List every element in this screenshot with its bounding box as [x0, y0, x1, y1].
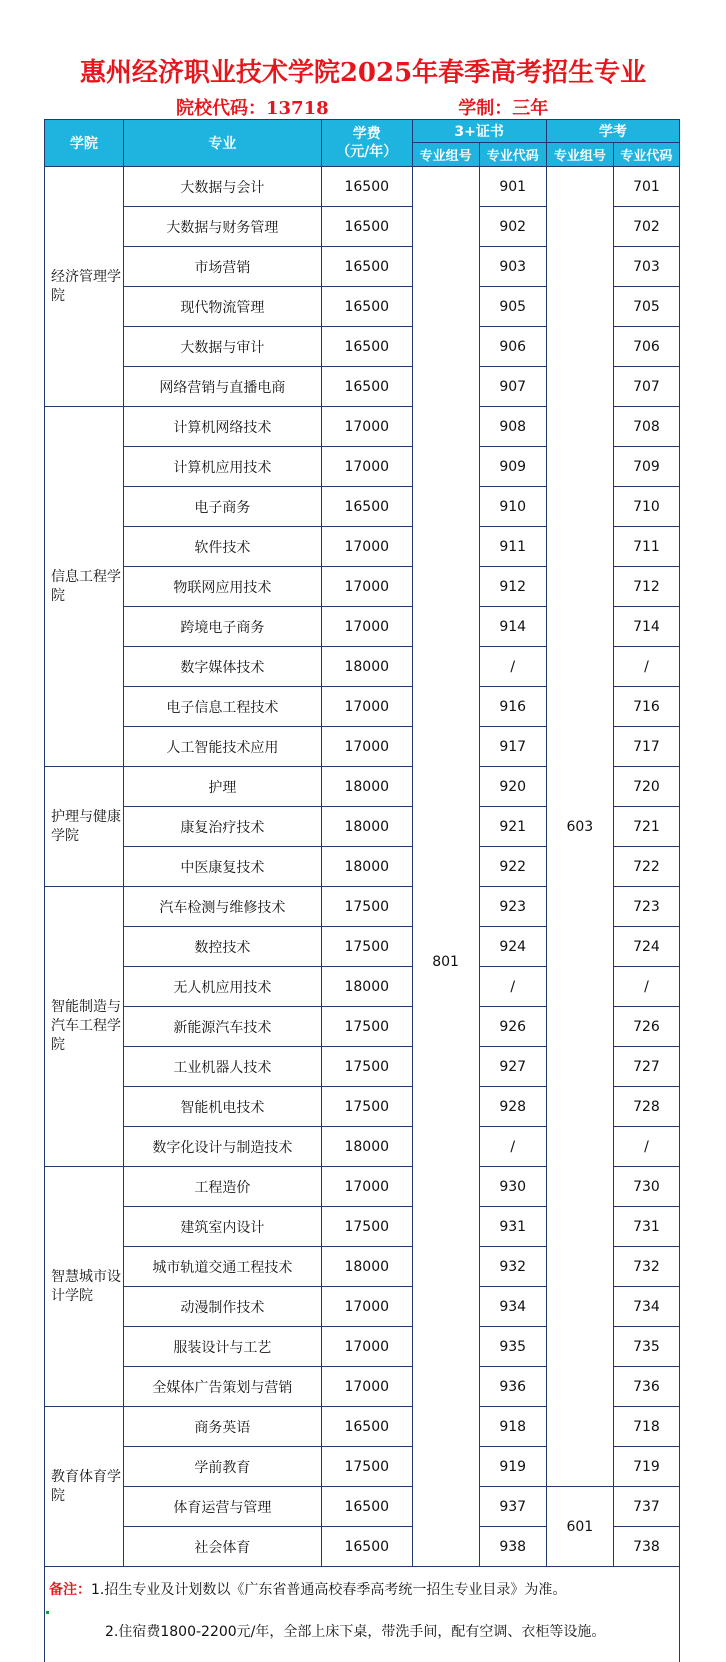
fee-cell: 17000	[321, 1327, 412, 1367]
fee-cell: 16500	[321, 367, 412, 407]
cert-code-cell: 934	[479, 1287, 546, 1327]
fee-cell: 17000	[321, 447, 412, 487]
exam-code-cell: 719	[613, 1447, 679, 1487]
major-cell: 无人机应用技术	[123, 967, 321, 1007]
fee-cell: 18000	[321, 767, 412, 807]
header-cert-group: 专业组号	[412, 143, 479, 167]
college-cell: 信息工程学院	[45, 407, 124, 767]
notes-section	[44, 1565, 680, 1662]
major-cell: 数字化设计与制造技术	[123, 1127, 321, 1167]
major-cell: 动漫制作技术	[123, 1287, 321, 1327]
fee-cell: 17000	[321, 407, 412, 447]
header-exam: 学考	[546, 120, 679, 143]
exam-code-cell: 703	[613, 247, 679, 287]
exam-code-cell: 701	[613, 167, 679, 207]
college-cell: 教育体育学院	[45, 1407, 124, 1567]
cert-code-cell: 927	[479, 1047, 546, 1087]
exam-code-cell: 731	[613, 1207, 679, 1247]
cert-group-cell: 801	[412, 167, 479, 1567]
majors-table	[44, 119, 680, 1567]
fee-cell: 17500	[321, 1447, 412, 1487]
header-fee	[321, 120, 412, 167]
fee-cell: 16500	[321, 247, 412, 287]
cert-code-cell: /	[479, 647, 546, 687]
fee-cell: 18000	[321, 1127, 412, 1167]
college-cell: 智慧城市设计学院	[45, 1167, 124, 1407]
fee-cell: 16500	[321, 327, 412, 367]
cert-code-cell: 930	[479, 1167, 546, 1207]
cert-code-cell: 918	[479, 1407, 546, 1447]
major-cell: 智能机电技术	[123, 1087, 321, 1127]
exam-code-cell: 730	[613, 1167, 679, 1207]
major-cell: 电子商务	[123, 487, 321, 527]
major-cell: 大数据与会计	[123, 167, 321, 207]
exam-code-cell: 712	[613, 567, 679, 607]
major-cell: 数字媒体技术	[123, 647, 321, 687]
cert-code-cell: 920	[479, 767, 546, 807]
cert-code-cell: 931	[479, 1207, 546, 1247]
major-cell: 中医康复技术	[123, 847, 321, 887]
major-cell: 体育运营与管理	[123, 1487, 321, 1527]
fee-cell: 17000	[321, 527, 412, 567]
major-cell: 工业机器人技术	[123, 1047, 321, 1087]
fee-cell: 16500	[321, 167, 412, 207]
fee-cell: 17000	[321, 1287, 412, 1327]
fee-cell: 17500	[321, 887, 412, 927]
exam-code-cell: 708	[613, 407, 679, 447]
note-text-1: 1.招生专业及计划数以《广东省普通高校春季高考统一招生专业目录》为准。	[91, 1582, 567, 1598]
cert-code-cell: 924	[479, 927, 546, 967]
header-fee-text: 学费 （元/年）	[336, 126, 398, 160]
major-cell: 人工智能技术应用	[123, 727, 321, 767]
college-cell: 智能制造与汽车工程学院	[45, 887, 124, 1167]
fee-cell: 18000	[321, 1247, 412, 1287]
exam-code-cell: 724	[613, 927, 679, 967]
exam-code-cell: 726	[613, 1007, 679, 1047]
cert-code-cell: 910	[479, 487, 546, 527]
major-cell: 新能源汽车技术	[123, 1007, 321, 1047]
cert-code-cell: 921	[479, 807, 546, 847]
cert-code-cell: 926	[479, 1007, 546, 1047]
exam-code-cell: /	[613, 647, 679, 687]
fee-cell: 17500	[321, 1007, 412, 1047]
cert-code-cell: 907	[479, 367, 546, 407]
exam-code-cell: 710	[613, 487, 679, 527]
exam-code-cell: 706	[613, 327, 679, 367]
exam-code-cell: 721	[613, 807, 679, 847]
major-cell: 大数据与审计	[123, 327, 321, 367]
exam-code-cell: 728	[613, 1087, 679, 1127]
major-cell: 计算机应用技术	[123, 447, 321, 487]
fee-cell: 16500	[321, 1527, 412, 1567]
fee-cell: 16500	[321, 287, 412, 327]
note-line-1	[49, 1579, 566, 1599]
fee-cell: 17500	[321, 1087, 412, 1127]
major-cell: 建筑室内设计	[123, 1207, 321, 1247]
major-cell: 汽车检测与维修技术	[123, 887, 321, 927]
exam-code-cell: 736	[613, 1367, 679, 1407]
header-cert: 3+证书	[412, 120, 546, 143]
page-title: 惠州经济职业技术学院2025年春季高考招生专业	[79, 58, 647, 88]
table-body	[45, 167, 680, 1567]
fee-cell: 17000	[321, 607, 412, 647]
major-cell: 城市轨道交通工程技术	[123, 1247, 321, 1287]
major-cell: 市场营销	[123, 247, 321, 287]
exam-code-cell: 711	[613, 527, 679, 567]
major-cell: 软件技术	[123, 527, 321, 567]
exam-code-cell: 717	[613, 727, 679, 767]
major-cell: 学前教育	[123, 1447, 321, 1487]
major-cell: 物联网应用技术	[123, 567, 321, 607]
fee-cell: 17000	[321, 567, 412, 607]
note-label: 备注：	[49, 1582, 91, 1598]
fee-cell: 17000	[321, 727, 412, 767]
exam-code-cell: 709	[613, 447, 679, 487]
fee-cell: 17500	[321, 927, 412, 967]
header-cert-code: 专业代码	[479, 143, 546, 167]
major-cell: 网络营销与直播电商	[123, 367, 321, 407]
cert-code-cell: 935	[479, 1327, 546, 1367]
fee-cell: 17000	[321, 1167, 412, 1207]
cert-code-cell: 916	[479, 687, 546, 727]
exam-code-cell: 734	[613, 1287, 679, 1327]
fee-cell: 16500	[321, 1407, 412, 1447]
fee-cell: 17500	[321, 1207, 412, 1247]
cert-code-cell: 902	[479, 207, 546, 247]
fee-cell: 17000	[321, 687, 412, 727]
cert-code-cell: 905	[479, 287, 546, 327]
header-major: 专业	[123, 120, 321, 167]
major-cell: 服装设计与工艺	[123, 1327, 321, 1367]
exam-code-cell: 722	[613, 847, 679, 887]
fee-cell: 18000	[321, 847, 412, 887]
major-cell: 全媒体广告策划与营销	[123, 1367, 321, 1407]
cert-code-cell: 922	[479, 847, 546, 887]
cell-marker	[46, 1611, 49, 1614]
cert-code-cell: 936	[479, 1367, 546, 1407]
cert-code-cell: /	[479, 967, 546, 1007]
cert-code-cell: 917	[479, 727, 546, 767]
subtitle	[176, 94, 548, 120]
cert-code-cell: 938	[479, 1527, 546, 1567]
exam-code-cell: 732	[613, 1247, 679, 1287]
fee-cell: 17500	[321, 1047, 412, 1087]
exam-code-cell: 718	[613, 1407, 679, 1447]
note-line-2: 2.住宿费1800-2200元/年，全部上床下桌，带洗手间，配有空调、衣柜等设施。	[105, 1624, 606, 1640]
exam-code-cell: 737	[613, 1487, 679, 1527]
exam-code-cell: /	[613, 1127, 679, 1167]
cert-code-cell: 911	[479, 527, 546, 567]
fee-cell: 18000	[321, 647, 412, 687]
major-cell: 电子信息工程技术	[123, 687, 321, 727]
major-cell: 商务英语	[123, 1407, 321, 1447]
header-exam-group: 专业组号	[546, 143, 613, 167]
study-duration: 学制：三年	[458, 98, 549, 119]
fee-cell: 17000	[321, 1367, 412, 1407]
exam-group-cell: 601	[546, 1487, 613, 1567]
school-code: 院校代码：13718	[176, 98, 329, 119]
exam-code-cell: 716	[613, 687, 679, 727]
major-cell: 工程造价	[123, 1167, 321, 1207]
exam-code-cell: 702	[613, 207, 679, 247]
exam-code-cell: 727	[613, 1047, 679, 1087]
college-cell: 护理与健康学院	[45, 767, 124, 887]
cert-code-cell: /	[479, 1127, 546, 1167]
fee-cell: 18000	[321, 967, 412, 1007]
exam-code-cell: 714	[613, 607, 679, 647]
exam-group-cell: 603	[546, 167, 613, 1487]
exam-code-cell: 707	[613, 367, 679, 407]
major-cell: 跨境电子商务	[123, 607, 321, 647]
exam-code-cell: 723	[613, 887, 679, 927]
cert-code-cell: 914	[479, 607, 546, 647]
cert-code-cell: 919	[479, 1447, 546, 1487]
cert-code-cell: 908	[479, 407, 546, 447]
exam-code-cell: 720	[613, 767, 679, 807]
major-cell: 社会体育	[123, 1527, 321, 1567]
cert-code-cell: 923	[479, 887, 546, 927]
table-row	[45, 1487, 680, 1527]
major-cell: 计算机网络技术	[123, 407, 321, 447]
exam-code-cell: 735	[613, 1327, 679, 1367]
major-cell: 数控技术	[123, 927, 321, 967]
major-cell: 现代物流管理	[123, 287, 321, 327]
cert-code-cell: 912	[479, 567, 546, 607]
exam-code-cell: 705	[613, 287, 679, 327]
cert-code-cell: 903	[479, 247, 546, 287]
header-exam-code: 专业代码	[613, 143, 679, 167]
fee-cell: 16500	[321, 207, 412, 247]
major-cell: 康复治疗技术	[123, 807, 321, 847]
major-cell: 大数据与财务管理	[123, 207, 321, 247]
exam-code-cell: /	[613, 967, 679, 1007]
cert-code-cell: 932	[479, 1247, 546, 1287]
table-row	[45, 167, 680, 207]
fee-cell: 16500	[321, 1487, 412, 1527]
college-cell: 经济管理学院	[45, 167, 124, 407]
cert-code-cell: 906	[479, 327, 546, 367]
fee-cell: 16500	[321, 487, 412, 527]
cert-code-cell: 937	[479, 1487, 546, 1527]
header-college: 学院	[45, 120, 124, 167]
cert-code-cell: 901	[479, 167, 546, 207]
cert-code-cell: 909	[479, 447, 546, 487]
exam-code-cell: 738	[613, 1527, 679, 1567]
major-cell: 护理	[123, 767, 321, 807]
cert-code-cell: 928	[479, 1087, 546, 1127]
fee-cell: 18000	[321, 807, 412, 847]
